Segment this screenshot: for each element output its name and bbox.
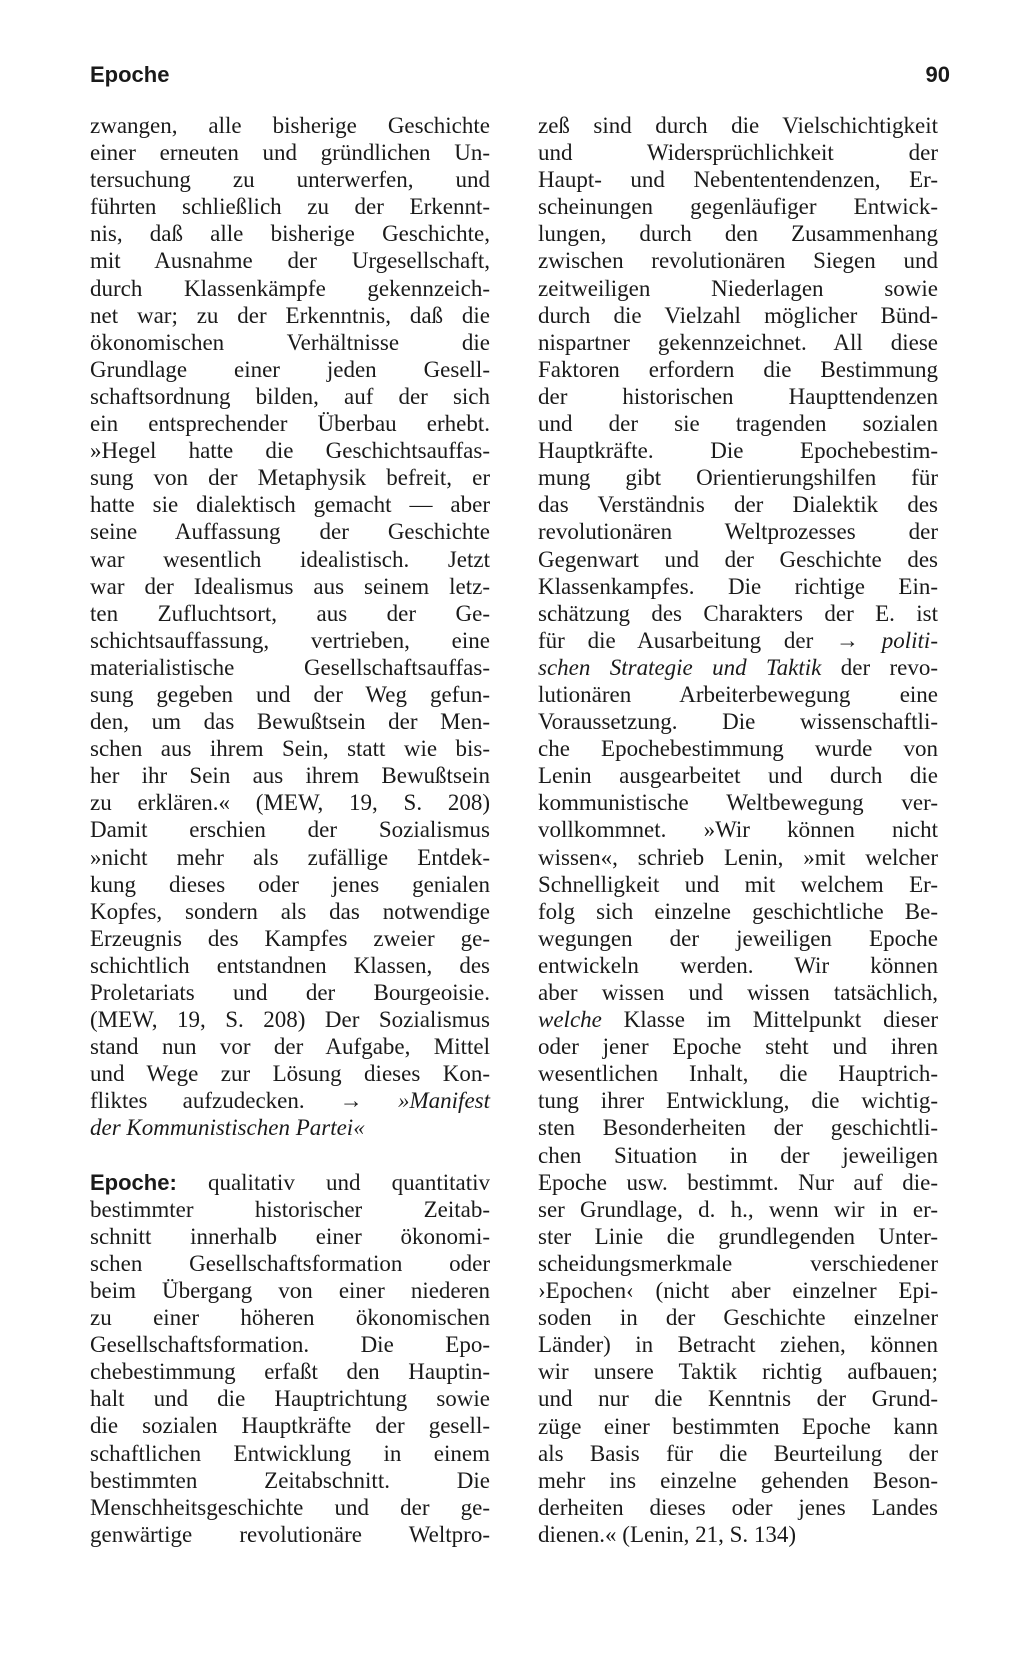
text-line: oder jener Epoche steht und ihren [538,1034,938,1060]
text-line: wesentlichen Inhalt, die Hauptrich- [538,1061,938,1087]
text-line: dienen.« (Lenin, 21, S. 134) [538,1521,797,1547]
text-line: hatte sie dialektisch gemacht — aber [90,492,490,518]
text-line: che Epochebestimmung wurde von [538,736,938,762]
page-number: 90 [925,62,950,87]
text-line: materialistische Gesellschaftsauffas- [90,654,490,680]
cross-reference-link[interactable]: »Manifest [398,1088,490,1114]
text-line [90,1114,490,1141]
text-line: net war; zu der Erkenntnis, daß die [90,302,490,328]
text-fragment: qualitativ und quantitativ [207,1169,490,1195]
cross-reference-link[interactable]: schen Strategie und Taktik [538,654,822,680]
text-line: kung dieses oder jenes genialen [90,871,490,897]
text-line: Epoche usw. bestimmt. Nur auf die- [538,1169,938,1195]
text-fragment: der revo- [840,654,938,680]
text-line: scheinungen gegenläufiger Entwick- [538,194,938,220]
text-fragment: fliktes aufzudecken. → [90,1088,363,1114]
text-line: Hauptkräfte. Die Epochebestim- [538,438,938,464]
text-line: tung ihrer Entwicklung, die wichtig- [538,1088,938,1114]
text-line: den, um das Bewußtsein der Men- [90,709,490,735]
text-line: zu erklären.« (MEW, 19, S. 208) [90,790,490,816]
text-line: schen aus ihrem Sein, statt wie bis- [90,736,490,762]
text-line: sten Besonderheiten der geschichtli- [538,1115,938,1141]
text-line: scheidungsmerkmale verschiedener [538,1250,938,1276]
right-column [538,112,938,1548]
text-line: züge einer bestimmten Epoche kann [538,1413,938,1439]
text-line: lutionären Arbeiterbewegung eine [538,681,938,707]
text-line: schaftlichen Entwicklung in einem [90,1440,490,1466]
cross-reference-link[interactable]: politi- [881,627,938,653]
text-line: bestimmten Zeitabschnitt. Die [90,1467,490,1493]
text-line: bestimmter historischer Zeitab- [90,1196,490,1222]
text-line: und Wege zur Lösung dieses Kon- [90,1061,490,1087]
text-line: Klassenkampfes. Die richtige Ein- [538,573,938,599]
text-line: folg sich einzelne geschichtliche Be- [538,898,938,924]
text-line: Menschheitsgeschichte und der ge- [90,1494,490,1520]
text-line: Damit erschien der Sozialismus [90,817,490,843]
text-line-with-reference [538,654,938,681]
emphasis-text: welche [538,1007,602,1033]
text-line: Gesellschaftsformation. Die Epo- [90,1332,490,1358]
text-line: mung gibt Orientierungshilfen für [538,465,938,491]
text-line: Haupt- und Nebententendenzen, Er- [538,167,938,193]
text-line-with-emphasis [538,1006,938,1033]
text-line: Schnelligkeit und mit welchem Er- [538,871,938,897]
running-header [90,62,950,94]
text-line: mehr ins einzelne gehenden Beson- [538,1467,938,1493]
text-line: durch die Vielzahl möglicher Bünd- [538,302,938,328]
text-line: war der Idealismus aus seinem letz- [90,573,490,599]
text-line: einer erneuten und gründlichen Un- [90,140,490,166]
text-line: wegungen der jeweiligen Epoche [538,925,938,951]
text-line: sung gegeben und der Weg gefun- [90,681,490,707]
text-line: schichtlich entstandnen Klassen, des [90,952,490,978]
text-line: seine Auffassung der Geschichte [90,519,490,545]
text-line: und nur die Kenntnis der Grund- [538,1386,938,1412]
text-line: beim Übergang von einer niederen [90,1277,490,1303]
text-line: schätzung des Charakters der E. ist [538,600,938,626]
text-line: Faktoren erfordern die Bestimmung [538,356,938,382]
text-line: entwickeln werden. Wir können [538,952,938,978]
text-line: aber wissen und wissen tatsächlich, [538,980,938,1005]
text-line: chebestimmung erfaßt den Hauptin- [90,1359,490,1385]
text-line: war wesentlich idealistisch. Jetzt [90,546,490,572]
text-line-with-reference [538,627,938,654]
text-line: wissen«, schrieb Lenin, »mit welcher [538,844,938,870]
text-line: zeitweiligen Niederlagen sowie [538,275,938,301]
text-line: zu einer höheren ökonomischen [90,1305,490,1331]
text-line: derheiten dieses oder jenes Landes [538,1494,938,1520]
text-line: schaftsordnung bilden, auf der sich [90,383,490,409]
text-fragment: für die Ausarbeitung der → [538,627,859,653]
left-column [90,112,490,1548]
text-line: führten schließlich zu der Erkennt- [90,194,490,220]
text-line: ökonomischen Verhältnisse die [90,329,490,355]
text-line: mit Ausnahme der Urgesellschaft, [90,248,490,274]
text-line: die sozialen Hauptkräfte der gesell- [90,1413,490,1439]
text-line: und der sie tragenden sozialen [538,411,938,437]
text-line: sung von der Metaphysik befreit, er [90,465,490,491]
text-line: ten Zufluchtsort, aus der Ge- [90,600,490,626]
text-line: revolutionären Weltprozesses der [538,519,938,545]
text-line: schichtsauffassung, vertrieben, eine [90,627,490,653]
text-line: nis, daß alle bisherige Geschichte, [90,221,490,247]
text-line: Proletariats und der Bourgeoisie. [90,980,490,1005]
text-line: »nicht mehr als zufällige Entdek- [90,844,490,870]
entry-keyword: Epoche: [90,1169,177,1195]
text-line: tersuchung zu unterwerfen, und [90,167,490,193]
text-line: ser Grundlage, d. h., wenn wir in er- [538,1196,938,1222]
entry-headline [90,1169,490,1196]
text-line: soden in der Geschichte einzelner [538,1305,938,1331]
text-line: ein entsprechender Überbau erhebt. [90,411,490,437]
text-line: chen Situation in der jeweiligen [538,1142,938,1168]
text-line: das Verständnis der Dialektik des [538,492,938,518]
text-line: schnitt innerhalb einer ökonomi- [90,1223,490,1249]
text-line: durch Klassenkämpfe gekennzeich- [90,275,490,301]
text-line: vollkommnet. »Wir können nicht [538,817,938,843]
text-line: schen Gesellschaftsformation oder [90,1250,490,1276]
text-line: Voraussetzung. Die wissenschaftli- [538,709,938,735]
text-line-with-reference [90,1087,490,1114]
text-line: Lenin ausgearbeitet und durch die [538,763,938,789]
text-line: genwärtige revolutionäre Weltpro- [90,1521,490,1547]
text-line: kommunistische Weltbewegung ver- [538,790,938,816]
text-line: (MEW, 19, S. 208) Der Sozialismus [90,1007,490,1033]
text-line: Gegenwart und der Geschichte des [538,546,938,572]
text-line: Kopfes, sondern als das notwendige [90,898,490,924]
text-fragment: Klasse im Mittelpunkt dieser [623,1007,938,1033]
text-line: nispartner gekennzeichnet. All diese [538,329,938,355]
text-line: Grundlage einer jeden Gesell- [90,356,490,382]
text-line: »Hegel hatte die Geschichtsauffas- [90,438,490,464]
text-line: Erzeugnis des Kampfes zweier ge- [90,925,490,951]
text-line: wir unsere Taktik richtig aufbauen; [538,1359,938,1385]
text-line: zwischen revolutionären Siegen und [538,248,938,274]
cross-reference-link[interactable]: der Kommunistischen Partei« [90,1115,365,1141]
text-line: und Widersprüchlichkeit der [538,140,938,166]
text-line: Länder) in Betracht ziehen, können [538,1332,938,1358]
text-line: zeß sind durch die Vielschichtigkeit [538,113,938,138]
text-line: lungen, durch den Zusammenhang [538,221,938,247]
text-line: zwangen, alle bisherige Geschichte [90,113,490,138]
text-line: stand nun vor der Aufgabe, Mittel [90,1034,490,1060]
text-line: halt und die Hauptrichtung sowie [90,1386,490,1412]
text-line: her ihr Sein aus ihrem Bewußtsein [90,763,490,789]
header-title: Epoche [90,62,170,87]
text-line: ›Epochen‹ (nicht aber einzelner Epi- [538,1278,938,1304]
entry-separator [90,1142,490,1169]
text-line: als Basis für die Beurteilung der [538,1440,938,1466]
text-line: ster Linie die grundlegenden Unter- [538,1223,938,1249]
text-line: der historischen Haupttendenzen [538,383,938,409]
